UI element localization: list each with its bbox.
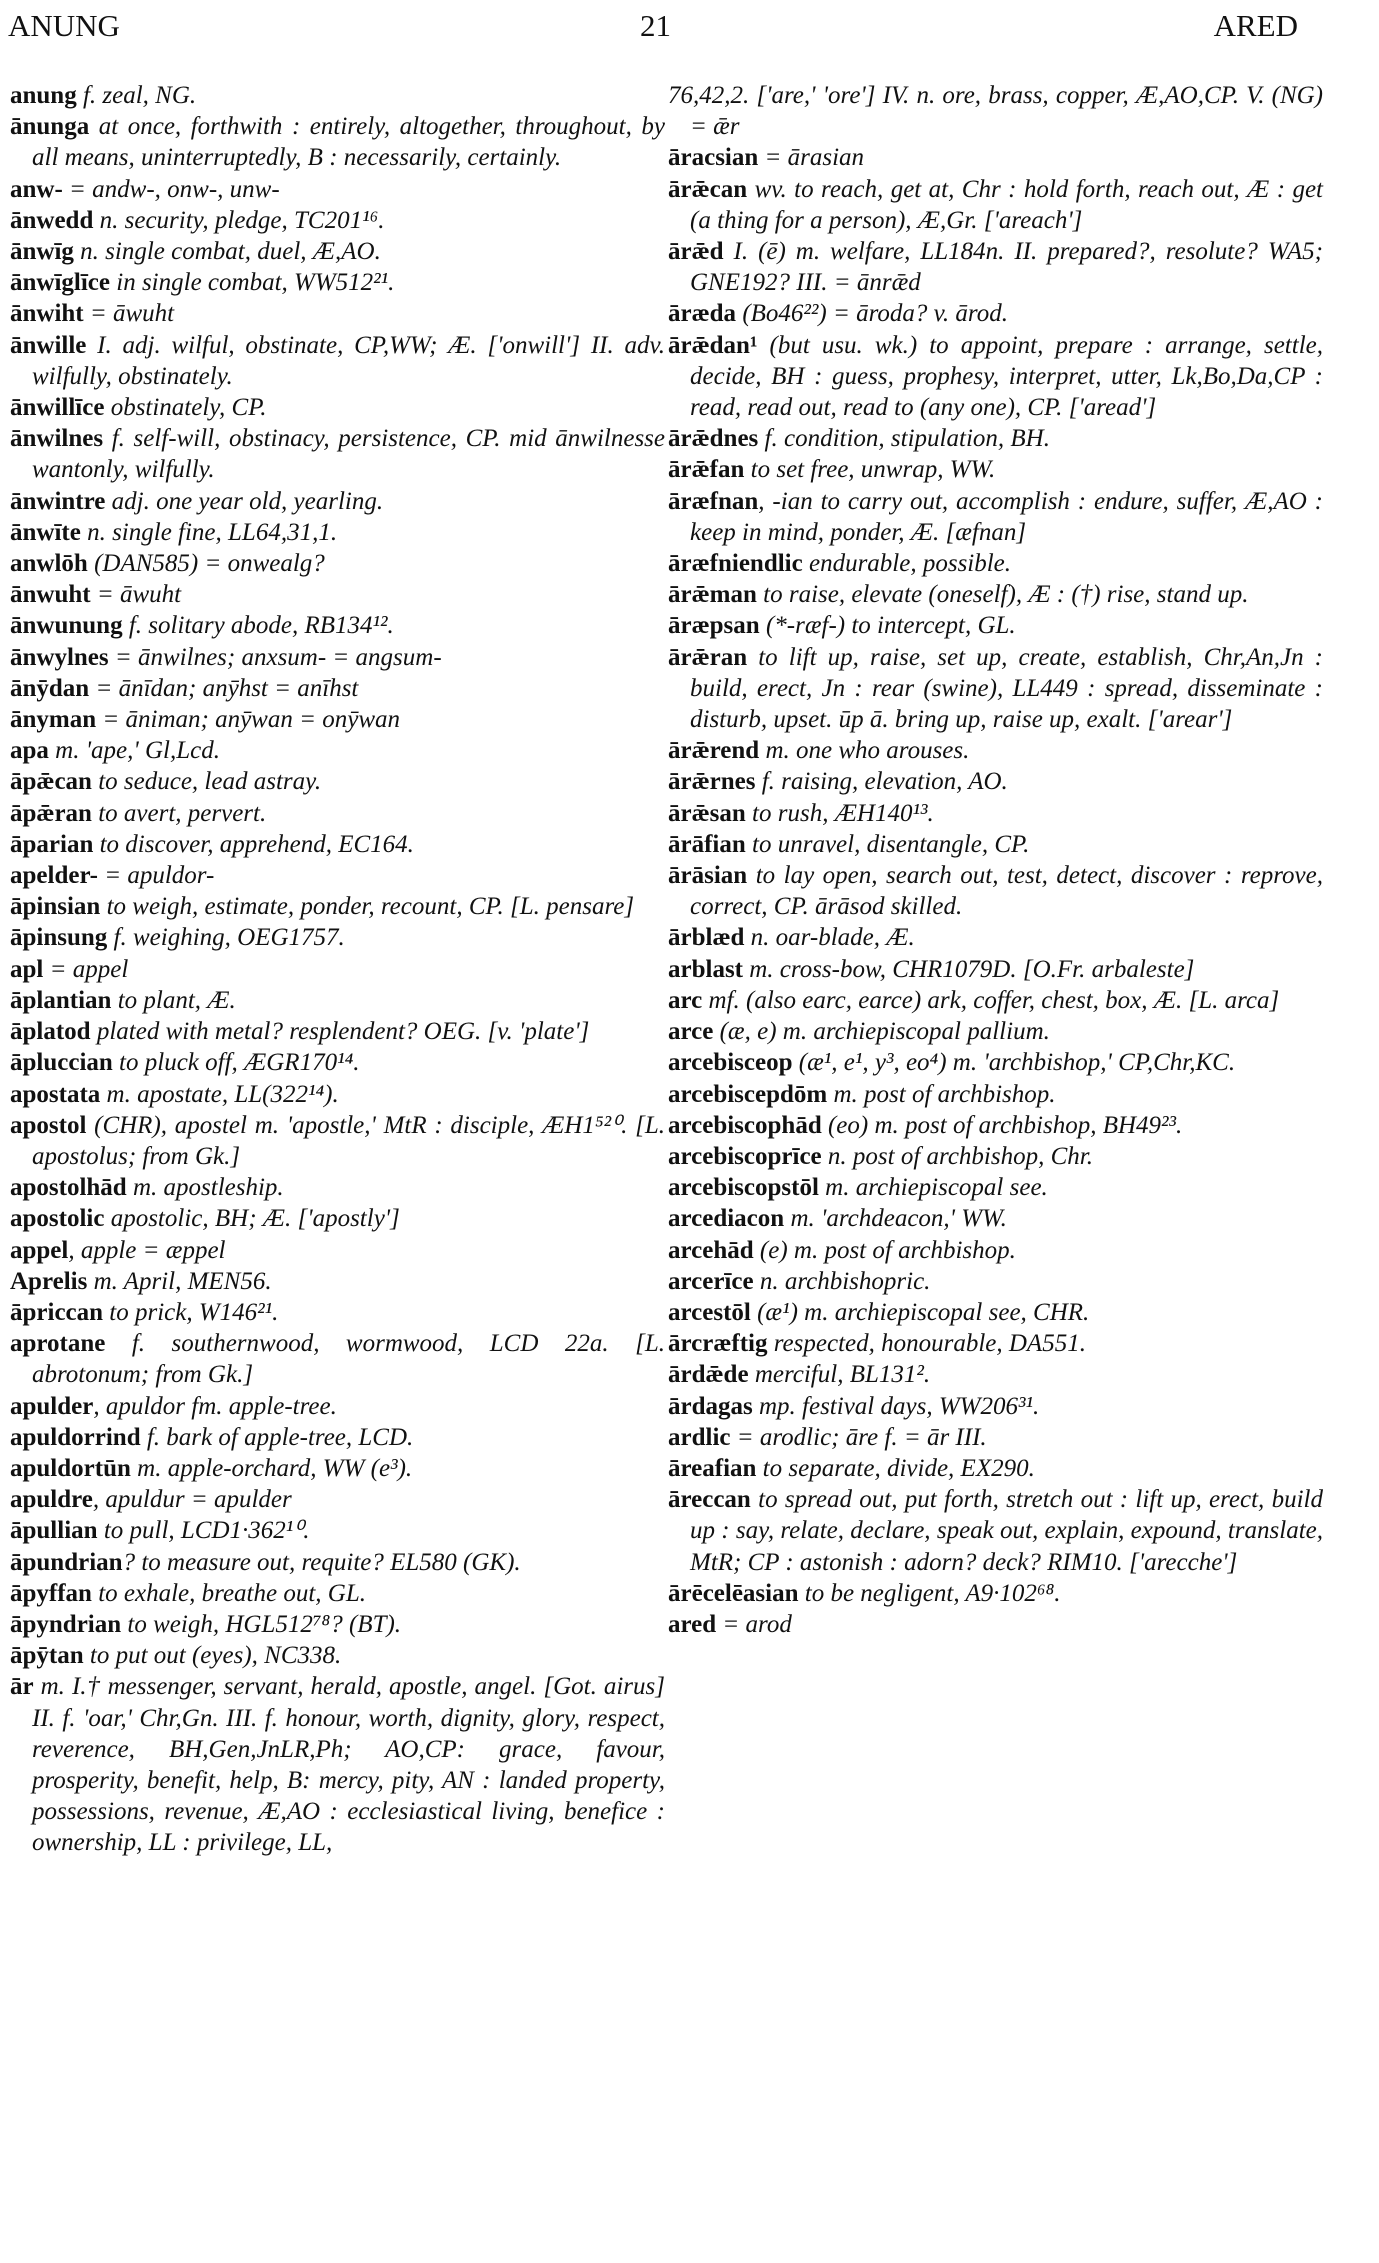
dictionary-entry bbox=[10, 766, 665, 797]
entry-headword: ānunga bbox=[10, 113, 90, 141]
entry-definition: n. single combat, duel, Æ,AO. bbox=[73, 238, 381, 266]
dictionary-entry bbox=[668, 1484, 1323, 1578]
entry-headword: anw- bbox=[10, 175, 63, 203]
dictionary-entry bbox=[668, 423, 1323, 454]
entry-headword: ārǣfan bbox=[668, 456, 745, 484]
entry-definition: m. 'ape,' Gl,Lcd. bbox=[48, 737, 220, 765]
entry-headword: ānwylnes bbox=[10, 643, 109, 671]
entry-definition: f. southernwood, wormwood, LCD 22a. [L. abrotonum; from Gk.] bbox=[32, 1330, 665, 1389]
entry-headword: apuldortūn bbox=[10, 1454, 131, 1482]
entry-definition: ? to measure out, requite? EL580 (GK). bbox=[122, 1548, 521, 1576]
entry-headword: ār bbox=[10, 1673, 34, 1701]
dictionary-entry bbox=[668, 642, 1323, 736]
entry-headword: ānwuht bbox=[10, 581, 91, 609]
dictionary-entry bbox=[668, 766, 1323, 797]
entry-headword: ārǣran bbox=[668, 643, 748, 671]
entry-headword: ānwīg bbox=[10, 238, 74, 266]
dictionary-entry bbox=[10, 1172, 665, 1203]
dictionary-entry bbox=[668, 330, 1323, 424]
dictionary-entry bbox=[10, 891, 665, 922]
entry-definition: to pull, LCD1·362¹⁰. bbox=[97, 1517, 310, 1545]
entry-definition: f. solitary abode, RB134¹². bbox=[122, 612, 394, 640]
entry-definition: m. post of archbishop. bbox=[827, 1080, 1056, 1108]
entry-headword: ārǣsan bbox=[668, 799, 746, 827]
entry-headword: ānwedd bbox=[10, 206, 94, 234]
dictionary-entry bbox=[668, 454, 1323, 485]
dictionary-entry bbox=[10, 829, 665, 860]
entry-definition: to rush, ÆH140¹³. bbox=[745, 799, 934, 827]
entry-definition: f. condition, stipulation, BH. bbox=[758, 425, 1050, 453]
entry-headword: arcebiscopstōl bbox=[668, 1174, 819, 1202]
entry-headword: arc bbox=[668, 986, 703, 1014]
entry-headword: ārblæd bbox=[668, 924, 745, 952]
entry-definition: m. archiepiscopal see. bbox=[818, 1174, 1048, 1202]
dictionary-entry bbox=[10, 1110, 665, 1172]
dictionary-entry bbox=[668, 1453, 1323, 1484]
entry-headword: ārǣman bbox=[668, 581, 757, 609]
header-left-guideword: ANUNG bbox=[8, 8, 120, 43]
dictionary-entry bbox=[668, 142, 1323, 173]
entry-definition: to discover, apprehend, EC164. bbox=[93, 830, 414, 858]
dictionary-entry bbox=[10, 1671, 665, 1858]
entry-headword: arce bbox=[668, 1018, 714, 1046]
entry-headword: arcerīce bbox=[668, 1267, 754, 1295]
entry-headword: apulder bbox=[10, 1392, 94, 1420]
entry-definition: at once, forthwith : entirely, altogether, throughout, by all means, uninterruptedly, B : necessarily, certainly. bbox=[32, 113, 665, 172]
dictionary-entry bbox=[10, 579, 665, 610]
entry-definition: m. apostate, LL(322¹⁴). bbox=[100, 1080, 339, 1108]
entry-headword: āpǣcan bbox=[10, 768, 92, 796]
dictionary-entry bbox=[668, 1079, 1323, 1110]
dictionary-entry bbox=[10, 1016, 665, 1047]
dictionary-entry bbox=[668, 548, 1323, 579]
entry-headword: Aprelis bbox=[10, 1267, 88, 1295]
entry-headword: āparian bbox=[10, 830, 94, 858]
dictionary-entry bbox=[668, 922, 1323, 953]
entry-definition: n. post of archbishop, Chr. bbox=[821, 1142, 1093, 1170]
dictionary-entry bbox=[10, 1391, 665, 1422]
dictionary-entry bbox=[10, 1047, 665, 1078]
entry-headword: ānwille bbox=[10, 331, 87, 359]
entry-headword: āræfniendlic bbox=[668, 550, 803, 578]
entry-definition: endurable, possible. bbox=[802, 550, 1012, 578]
entry-headword: ānȳdan bbox=[10, 674, 90, 702]
dictionary-entry bbox=[668, 1235, 1323, 1266]
entry-headword: arcediacon bbox=[668, 1205, 785, 1233]
entry-headword: apostol bbox=[10, 1111, 87, 1139]
entry-headword: arcebisceop bbox=[668, 1049, 793, 1077]
dictionary-entry bbox=[10, 1079, 665, 1110]
entry-headword: āreafian bbox=[668, 1454, 757, 1482]
entry-definition: to lay open, search out, test, detect, discover : reprove, correct, CP. ārāsod skilled. bbox=[690, 862, 1323, 921]
entry-headword: apuldre bbox=[10, 1486, 93, 1514]
dictionary-entry bbox=[10, 1640, 665, 1671]
entry-definition: = arod bbox=[716, 1610, 792, 1638]
dictionary-entry bbox=[668, 829, 1323, 860]
entry-definition: to pluck off, ÆGR170¹⁴. bbox=[112, 1049, 360, 1077]
right-column bbox=[668, 80, 1323, 1640]
entry-headword: apuldorrind bbox=[10, 1423, 141, 1451]
entry-definition: m. apostleship. bbox=[126, 1174, 284, 1202]
entry-definition: f. bark of apple-tree, LCD. bbox=[140, 1423, 414, 1451]
entry-headword: ārdǣde bbox=[668, 1361, 749, 1389]
entry-headword: ārǣdan¹ bbox=[668, 331, 758, 359]
dictionary-entry bbox=[10, 548, 665, 579]
entry-headword: āpinsian bbox=[10, 893, 101, 921]
entry-headword: ārǣrnes bbox=[668, 768, 756, 796]
entry-definition: to set free, unwrap, WW. bbox=[744, 456, 996, 484]
entry-definition: = andw-, onw-, unw- bbox=[62, 175, 280, 203]
entry-definition: m. apple-orchard, WW (e³). bbox=[130, 1454, 413, 1482]
dictionary-entry bbox=[10, 1422, 665, 1453]
dictionary-entry bbox=[10, 1547, 665, 1578]
entry-definition: mf. (also earc, earce) ark, coffer, chest, box, Æ. [L. arca] bbox=[702, 986, 1280, 1014]
entry-definition: to be negligent, A9·102⁶⁸. bbox=[798, 1579, 1061, 1607]
entry-definition: n. single fine, LL64,31,1. bbox=[80, 518, 338, 546]
entry-definition: to spread out, put forth, stretch out : lift up, erect, build up : say, relate, declare, speak out, explain, expound, translate, MtR; CP : astonish : adorn? deck? RIM10. ['arecche'] bbox=[690, 1486, 1323, 1576]
entry-headword: āpluccian bbox=[10, 1049, 113, 1077]
left-column bbox=[10, 80, 665, 1859]
entry-headword: ānwīglīce bbox=[10, 269, 110, 297]
entry-headword: arcebiscepdōm bbox=[668, 1080, 828, 1108]
entry-definition: m. one who arouses. bbox=[759, 737, 970, 765]
entry-headword: ārcræftig bbox=[668, 1330, 768, 1358]
entry-definition: (æ¹) m. archiepiscopal see, CHR. bbox=[750, 1298, 1090, 1326]
entry-definition: in single combat, WW512²¹. bbox=[110, 269, 395, 297]
entry-headword: anwlōh bbox=[10, 550, 88, 578]
dictionary-entry bbox=[10, 860, 665, 891]
page-number: 21 bbox=[640, 8, 671, 43]
entry-headword: arblast bbox=[668, 955, 743, 983]
dictionary-entry bbox=[10, 330, 665, 392]
dictionary-entry bbox=[10, 236, 665, 267]
entry-headword: ārdagas bbox=[668, 1392, 753, 1420]
entry-headword: ardlic bbox=[668, 1423, 731, 1451]
entry-definition: respected, honourable, DA551. bbox=[767, 1330, 1086, 1358]
entry-headword: āræpsan bbox=[668, 612, 760, 640]
entry-definition: to exhale, breathe out, GL. bbox=[91, 1579, 366, 1607]
dictionary-entry bbox=[10, 1484, 665, 1515]
dictionary-entry bbox=[10, 1235, 665, 1266]
dictionary-entry bbox=[668, 1422, 1323, 1453]
dictionary-entry bbox=[668, 1359, 1323, 1390]
dictionary-entry bbox=[668, 1110, 1323, 1141]
entry-definition: apostolic, BH; Æ. ['apostly'] bbox=[104, 1205, 400, 1233]
entry-definition: to raise, elevate (oneself), Æ : (†) rise, stand up. bbox=[756, 581, 1249, 609]
dictionary-entry bbox=[10, 392, 665, 423]
dictionary-entry bbox=[668, 954, 1323, 985]
entry-headword: apostolic bbox=[10, 1205, 105, 1233]
entry-headword: āpundrian bbox=[10, 1548, 123, 1576]
entry-headword: ārǣrend bbox=[668, 737, 760, 765]
entry-headword: apostata bbox=[10, 1080, 101, 1108]
entry-definition: f. weighing, OEG1757. bbox=[107, 924, 345, 952]
dictionary-entry bbox=[668, 579, 1323, 610]
entry-definition: m. cross-bow, CHR1079D. [O.Fr. arbaleste] bbox=[743, 955, 1195, 983]
entry-headword: āpǣran bbox=[10, 799, 92, 827]
entry-headword: ānwillīce bbox=[10, 394, 105, 422]
entry-headword: ānwintre bbox=[10, 487, 106, 515]
dictionary-entry bbox=[10, 1453, 665, 1484]
dictionary-entry bbox=[668, 1328, 1323, 1359]
entry-headword: arcehād bbox=[668, 1236, 754, 1264]
entry-definition: to lift up, raise, set up, create, establish, Chr,An,Jn : build, erect, Jn : rear (swine), LL449 : spread, disseminate : disturb, upset. ūp ā. bring up, raise up, exalt. ['arear'] bbox=[690, 643, 1323, 734]
dictionary-entry bbox=[668, 486, 1323, 548]
dictionary-entry bbox=[668, 1609, 1323, 1640]
entry-definition: m. 'archdeacon,' WW. bbox=[784, 1205, 1007, 1233]
dictionary-entry bbox=[10, 1578, 665, 1609]
entry-headword: āplatod bbox=[10, 1018, 91, 1046]
entry-definition: f. zeal, NG. bbox=[76, 82, 197, 109]
entry-headword: āpullian bbox=[10, 1517, 98, 1545]
dictionary-entry bbox=[10, 1203, 665, 1234]
entry-headword: aprotane bbox=[10, 1330, 106, 1358]
dictionary-entry bbox=[10, 642, 665, 673]
entry-headword: ānwunung bbox=[10, 612, 123, 640]
header-right-guideword: ARED bbox=[1213, 8, 1298, 43]
dictionary-entry bbox=[668, 298, 1323, 329]
entry-definition: , -ian to carry out, accomplish : endure, suffer, Æ,AO : keep in mind, ponder, Æ. [æfnan] bbox=[690, 487, 1323, 546]
dictionary-entry bbox=[10, 205, 665, 236]
dictionary-entry bbox=[668, 1172, 1323, 1203]
entry-headword: ārēcelēasian bbox=[668, 1579, 799, 1607]
entry-definition: adj. one year old, yearling. bbox=[105, 487, 384, 515]
entry-headword: ānwīte bbox=[10, 518, 81, 546]
entry-definition: I. adj. wilful, obstinate, CP,WW; Æ. ['onwill'] II. adv. wilfully, obstinately. bbox=[32, 331, 665, 390]
entry-headword: āpyffan bbox=[10, 1579, 92, 1607]
entry-definition: plated with metal? resplendent? OEG. [v. 'plate'] bbox=[90, 1018, 590, 1046]
dictionary-entry bbox=[668, 236, 1323, 298]
entry-headword: ānyman bbox=[10, 706, 97, 734]
entry-headword: āræfnan bbox=[668, 487, 759, 515]
dictionary-entry bbox=[10, 798, 665, 829]
entry-definition: to avert, pervert. bbox=[91, 799, 267, 827]
entry-headword: āræda bbox=[668, 300, 737, 328]
dictionary-entry bbox=[668, 1266, 1323, 1297]
dictionary-entry bbox=[10, 704, 665, 735]
dictionary-entry bbox=[668, 985, 1323, 1016]
entry-headword: ānwiht bbox=[10, 300, 84, 328]
entry-headword: arcebiscophād bbox=[668, 1111, 822, 1139]
entry-definition: = arodlic; āre f. = ār III. bbox=[730, 1423, 987, 1451]
entry-definition: to unravel, disentangle, CP. bbox=[745, 830, 1030, 858]
entry-definition: = āwuht bbox=[83, 300, 175, 328]
dictionary-entry bbox=[668, 80, 1323, 142]
entry-definition: m. I.† messenger, servant, herald, apostle, angel. [Got. airus] II. f. 'oar,' Chr,Gn. III. f. honour, worth, dignity, glory, respect, reverence, BH,Gen,JnLR,Ph; AO,CP: grace, favour, prosperity, benefit, help, B: mercy, pity, AN : landed property, possessions, revenue, Æ,AO : ecclesiastical living, benefice : ownership, LL : privilege, LL, bbox=[32, 1673, 665, 1857]
dictionary-entry bbox=[10, 610, 665, 641]
entry-definition: = apuldor- bbox=[97, 862, 215, 890]
entry-definition: to weigh, estimate, ponder, recount, CP. [L. pensare] bbox=[100, 893, 635, 921]
entry-definition: to weigh, HGL512⁷⁸? (BT). bbox=[121, 1610, 402, 1638]
dictionary-entry bbox=[10, 517, 665, 548]
entry-headword: arcestōl bbox=[668, 1298, 751, 1326]
entry-definition: n. oar-blade, Æ. bbox=[744, 924, 915, 952]
entry-headword: apl bbox=[10, 955, 44, 983]
entry-definition: (*-ræf-) to intercept, GL. bbox=[759, 612, 1016, 640]
entry-definition: , apuldor fm. apple-tree. bbox=[93, 1392, 337, 1420]
entry-headword: āpriccan bbox=[10, 1298, 104, 1326]
dictionary-entry bbox=[10, 80, 665, 111]
dictionary-entry bbox=[668, 1203, 1323, 1234]
dictionary-entry bbox=[10, 111, 665, 173]
entry-headword: ared bbox=[668, 1610, 717, 1638]
entry-definition: = appel bbox=[43, 955, 129, 983]
dictionary-entry bbox=[10, 267, 665, 298]
entry-definition: to prick, W146²¹. bbox=[103, 1298, 279, 1326]
dictionary-entry bbox=[668, 1016, 1323, 1047]
dictionary-entry bbox=[10, 174, 665, 205]
dictionary-entry bbox=[668, 1578, 1323, 1609]
entry-headword: anung bbox=[10, 82, 77, 109]
entry-headword: ārǣcan bbox=[668, 175, 748, 203]
entry-definition: to seduce, lead astray. bbox=[91, 768, 322, 796]
entry-definition: I. (ē) m. welfare, LL184n. II. prepared?, resolute? WA5; GNE192? III. = ānrǣd bbox=[690, 238, 1323, 297]
entry-definition: to separate, divide, EX290. bbox=[756, 1454, 1035, 1482]
dictionary-entry bbox=[668, 1297, 1323, 1328]
entry-headword: ārǣdnes bbox=[668, 425, 759, 453]
dictionary-entry bbox=[668, 610, 1323, 641]
entry-headword: ārāfian bbox=[668, 830, 746, 858]
entry-definition: (CHR), apostel m. 'apostle,' MtR : disciple, ÆH1⁵²⁰. [L. apostolus; from Gk.] bbox=[32, 1111, 665, 1170]
entry-definition: (DAN585) = onwealg? bbox=[87, 550, 325, 578]
entry-definition: = ārasian bbox=[758, 144, 865, 172]
dictionary-entry bbox=[10, 735, 665, 766]
entry-definition: (but usu. wk.) to appoint, prepare : arrange, settle, decide, BH : guess, prophesy, interpret, utter, Lk,Bo,Da,CP : read, read out, read to (any one), CP. ['aread'] bbox=[690, 331, 1323, 422]
entry-headword: āracsian bbox=[668, 144, 759, 172]
dictionary-entry bbox=[10, 1328, 665, 1390]
entry-definition: n. security, pledge, TC201¹⁶. bbox=[93, 206, 385, 234]
entry-definition: (e) m. post of archbishop. bbox=[753, 1236, 1016, 1264]
dictionary-entry bbox=[10, 1515, 665, 1546]
entry-headword: āplantian bbox=[10, 986, 112, 1014]
entry-definition: (eo) m. post of archbishop, BH49²³. bbox=[821, 1111, 1183, 1139]
dictionary-entry bbox=[10, 954, 665, 985]
entry-definition: m. April, MEN56. bbox=[87, 1267, 272, 1295]
entry-definition: mp. festival days, WW206³¹. bbox=[752, 1392, 1040, 1420]
entry-headword: ārǣd bbox=[668, 238, 724, 266]
dictionary-entry bbox=[668, 860, 1323, 922]
dictionary-entry bbox=[10, 1297, 665, 1328]
dictionary-entry bbox=[668, 735, 1323, 766]
entry-headword: āreccan bbox=[668, 1486, 751, 1514]
entry-headword: apelder- bbox=[10, 862, 98, 890]
entry-definition: wv. to reach, get at, Chr : hold forth, reach out, Æ : get (a thing for a person), Æ,Gr. ['areach'] bbox=[690, 175, 1323, 234]
entry-definition: f. self-will, obstinacy, persistence, CP. mid ānwilnesse wantonly, wilfully. bbox=[32, 425, 665, 484]
dictionary-entry bbox=[668, 798, 1323, 829]
page-header bbox=[8, 8, 1298, 52]
entry-definition: = ānīdan; anȳhst = anīhst bbox=[89, 674, 359, 702]
entry-headword: āpinsung bbox=[10, 924, 108, 952]
dictionary-entry bbox=[10, 985, 665, 1016]
entry-definition: (Bo46²²) = āroda? v. ārod. bbox=[736, 300, 1008, 328]
entry-definition: obstinately, CP. bbox=[104, 394, 267, 422]
entry-definition: to put out (eyes), NC338. bbox=[83, 1642, 342, 1670]
dictionary-entry bbox=[668, 174, 1323, 236]
entry-definition: merciful, BL131². bbox=[748, 1361, 931, 1389]
entry-headword: arcebiscoprīce bbox=[668, 1142, 822, 1170]
entry-definition: f. raising, elevation, AO. bbox=[755, 768, 1008, 796]
entry-headword: āpyndrian bbox=[10, 1610, 122, 1638]
entry-headword: apostolhād bbox=[10, 1174, 127, 1202]
entry-headword: ānwilnes bbox=[10, 425, 104, 453]
entry-headword: āpȳtan bbox=[10, 1642, 84, 1670]
dictionary-entry bbox=[10, 486, 665, 517]
entry-definition: to plant, Æ. bbox=[111, 986, 236, 1014]
entry-definition: = ānwilnes; anxsum- = angsum- bbox=[108, 643, 442, 671]
dictionary-entry bbox=[668, 1047, 1323, 1078]
entry-definition: = āniman; anȳwan = onȳwan bbox=[96, 706, 400, 734]
dictionary-entry bbox=[10, 423, 665, 485]
entry-definition: , apple = æppel bbox=[68, 1236, 226, 1264]
dictionary-entry bbox=[668, 1391, 1323, 1422]
entry-definition: (æ¹, e¹, y³, eo⁴) m. 'archbishop,' CP,Chr,KC. bbox=[792, 1049, 1236, 1077]
entry-headword: ārāsian bbox=[668, 862, 748, 890]
dictionary-entry bbox=[10, 1266, 665, 1297]
dictionary-entry bbox=[10, 1609, 665, 1640]
dictionary-entry bbox=[10, 673, 665, 704]
entry-definition: , apuldur = apulder bbox=[92, 1486, 292, 1514]
dictionary-entry bbox=[10, 298, 665, 329]
dictionary-entry bbox=[10, 922, 665, 953]
entry-definition: 76,42,2. ['are,' 'ore'] IV. n. ore, brass, copper, Æ,AO,CP. V. (NG) = ǣr bbox=[668, 82, 1323, 141]
entry-headword: appel bbox=[10, 1236, 69, 1264]
entry-headword: apa bbox=[10, 737, 49, 765]
entry-definition: (æ, e) m. archiepiscopal pallium. bbox=[713, 1018, 1050, 1046]
entry-definition: = āwuht bbox=[90, 581, 182, 609]
entry-definition: n. archbishopric. bbox=[753, 1267, 931, 1295]
dictionary-entry bbox=[668, 1141, 1323, 1172]
